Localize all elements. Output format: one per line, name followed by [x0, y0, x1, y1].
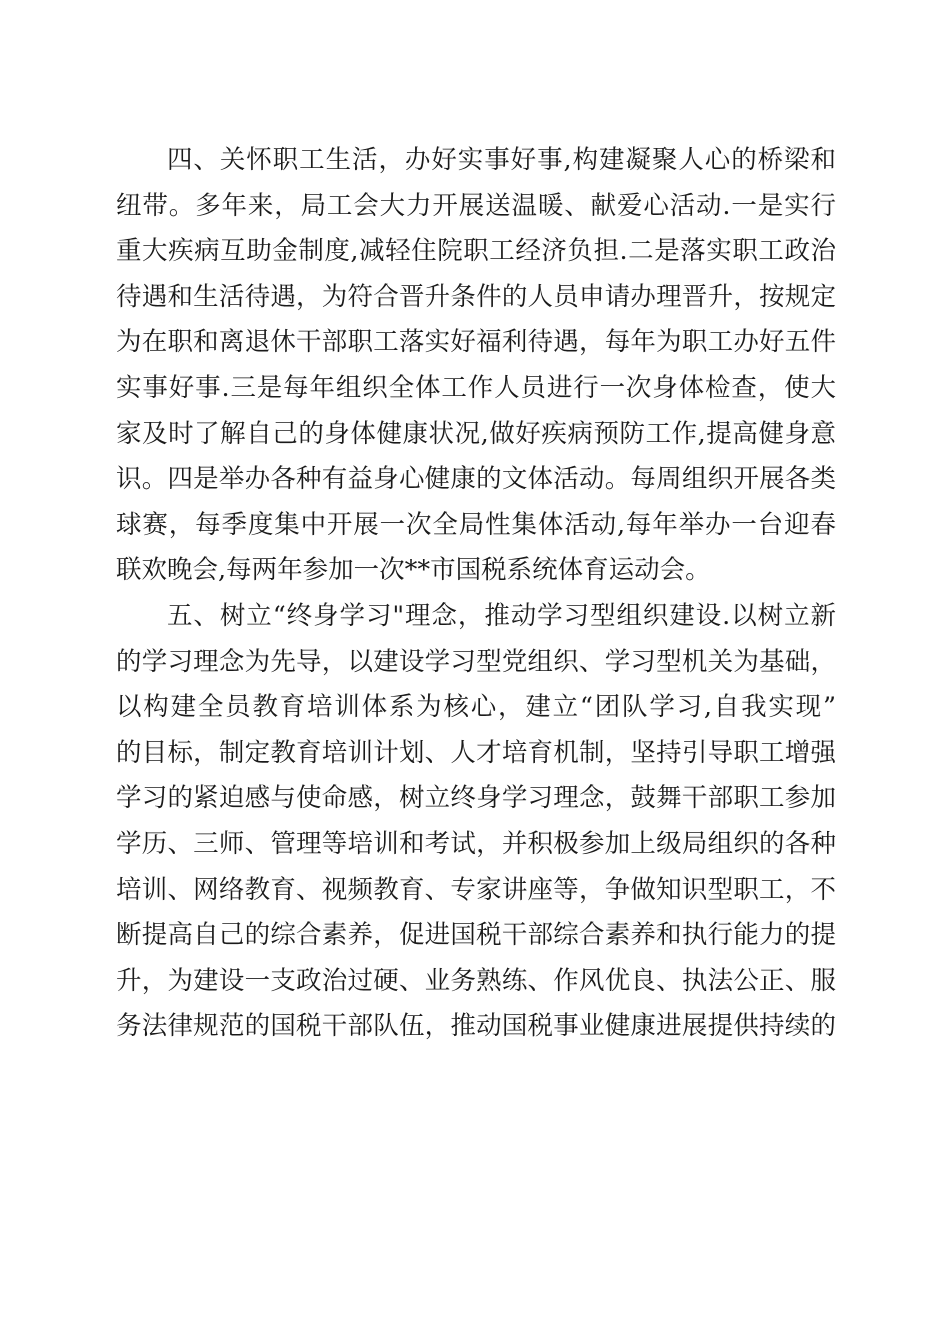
paragraph-line: 为在职和离退休干部职工落实好福利待遇，每年为职工办好五件 — [116, 327, 836, 358]
paragraph-line: 识。四是举办各种有益身心健康的文体活动。每周组织开展各类 — [116, 464, 836, 495]
paragraph-section-5 — [116, 594, 836, 1050]
paragraph-line: 以构建全员教育培训体系为核心，建立“团队学习,自我实现” — [116, 692, 836, 723]
document-body — [116, 138, 836, 1050]
paragraph-line: 家及时了解自己的身体健康状况,做好疾病预防工作,提高健身意 — [116, 418, 836, 449]
paragraph-line: 联欢晚会,每两年参加一次**市国税系统体育运动会。 — [116, 555, 711, 586]
paragraph-line: 断提高自己的综合素养，促进国税干部综合素养和执行能力的提 — [116, 920, 836, 951]
paragraph-line: 学习的紧迫感与使命感，树立终身学习理念，鼓舞干部职工参加 — [116, 783, 836, 814]
paragraph-line: 实事好事.三是每年组织全体工作人员进行一次身体检查，使大 — [116, 372, 836, 403]
paragraph-line: 五、树立“终身学习"理念，推动学习型组织建设.以树立新 — [167, 600, 836, 631]
paragraph-line: 四、关怀职工生活，办好实事好事,构建凝聚人心的桥梁和 — [167, 145, 836, 175]
paragraph-line: 的目标，制定教育培训计划、人才培育机制，坚持引导职工增强 — [116, 737, 836, 768]
paragraph-line: 球赛，每季度集中开展一次全局性集体活动,每年举办一台迎春 — [116, 509, 836, 540]
paragraph-line: 学历、三师、管理等培训和考试，并积极参加上级局组织的各种 — [116, 828, 836, 859]
paragraph-line: 务法律规范的国税干部队伍，推动国税事业健康进展提供持续的 — [116, 1011, 836, 1042]
paragraph-line: 纽带。多年来，局工会大力开展送温暖、献爱心活动.一是实行 — [116, 190, 836, 221]
paragraph-section-4 — [116, 138, 836, 594]
paragraph-line: 重大疾病互助金制度,减轻住院职工经济负担.二是落实职工政治 — [116, 236, 836, 267]
paragraph-line: 的学习理念为先导，以建设学习型党组织、学习型机关为基础， — [116, 646, 836, 677]
paragraph-line: 培训、网络教育、视频教育、专家讲座等，争做知识型职工，不 — [116, 874, 836, 905]
paragraph-line: 待遇和生活待遇，为符合晋升条件的人员申请办理晋升，按规定 — [116, 281, 836, 312]
paragraph-line: 升，为建设一支政治过硬、业务熟练、作风优良、执法公正、服 — [116, 965, 836, 996]
